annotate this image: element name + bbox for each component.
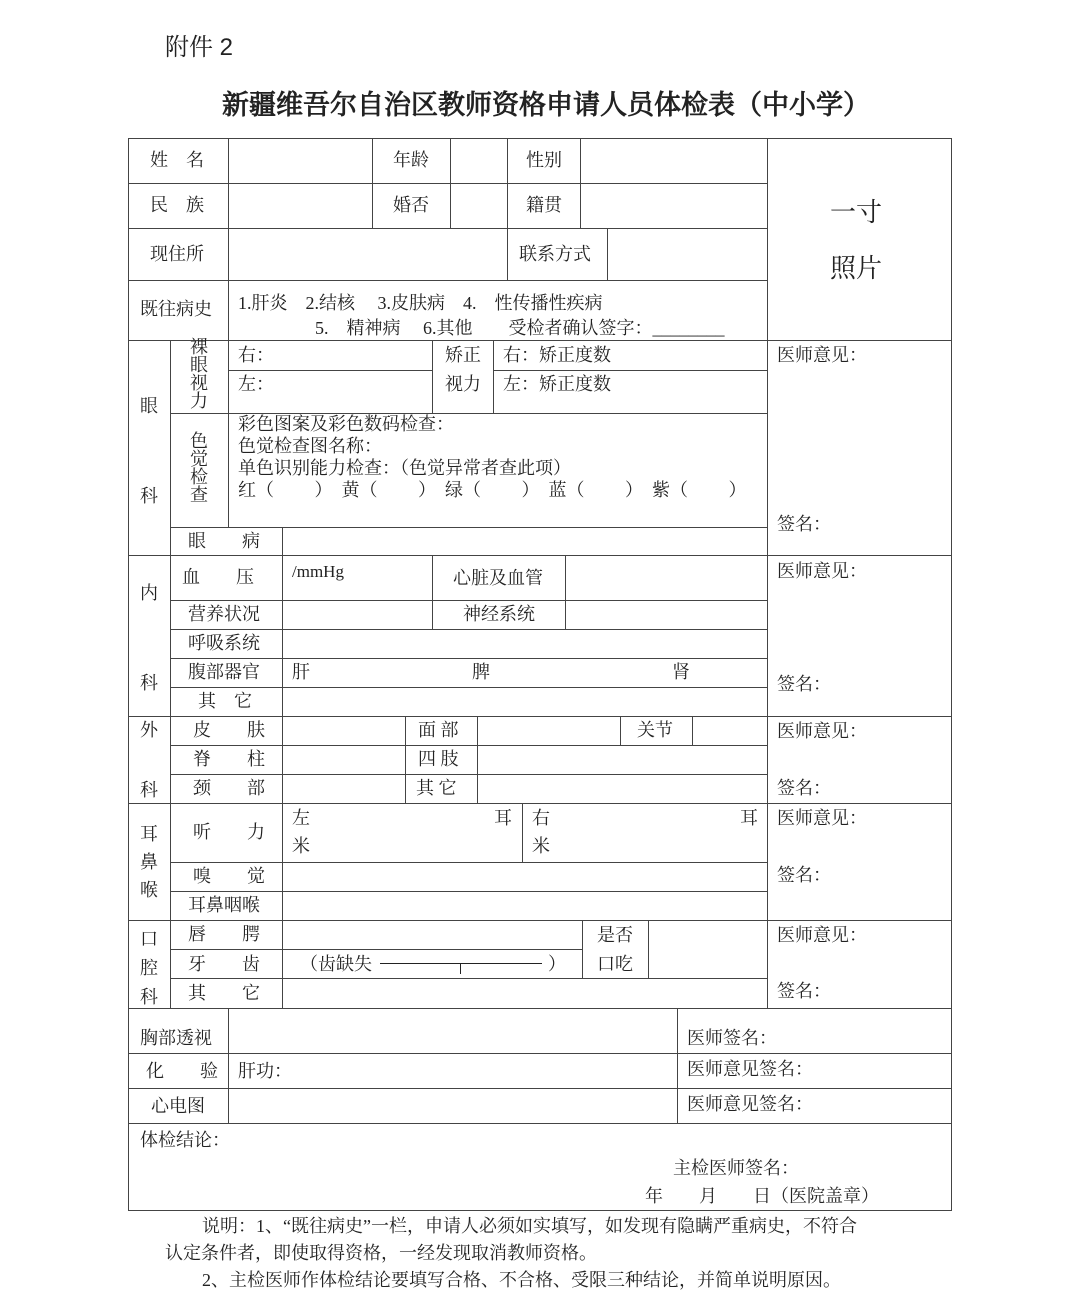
internal-doctor-opinion: 医师意见： [777,561,867,581]
label-internal-other: 其 它 [198,691,252,711]
note-2: 2、主检医师作体检结论要填写合格、不合格、受限三种结论，并简单说明原因。 [202,1270,841,1290]
photo-placeholder-line2: 照片 [830,254,883,283]
note-1b: 认定条件者，即使取得资格，一经发现取消教师资格。 [165,1243,597,1263]
grid-line-v [282,527,283,1009]
label-lab: 化 验 [146,1061,218,1081]
label-liver-function: 肝功： [238,1061,292,1081]
grid-line-v [677,1008,678,1124]
label-history: 既往病史 [140,299,212,319]
grid-line-v [228,1008,229,1124]
char: 科 [140,780,158,800]
naked-left: 左： [238,374,274,394]
grid-line-h [170,629,768,630]
label-name: 姓 名 [150,150,204,170]
hearing-right-ear: 耳 [740,808,758,828]
teeth-missing-close: ） [548,954,566,974]
hearing-left-ear: 耳 [494,808,512,828]
char: 眼 [140,396,158,416]
grid-line-v [767,138,768,1009]
label-contact: 联系方式 [519,244,591,264]
label-stutter-1: 是否 [597,925,633,945]
label-chest: 胸部透视 [140,1028,212,1048]
label-teeth: 牙 齿 [188,954,260,974]
grid-line-h [128,138,952,139]
ecg-doctor-sign: 医师意见签名： [687,1094,813,1114]
grid-line-h [170,658,768,659]
attachment-label: 附件 2 [165,34,234,61]
label-resp: 呼吸系统 [188,633,260,653]
char: 视 [190,373,208,393]
label-hearing: 听 力 [193,822,265,842]
note-1a: 说明：1、“既往病史”一栏，申请人必须如实填写，如发现有隐瞒严重病史，不符合 [202,1216,857,1236]
grid-line-h [128,1210,952,1211]
label-corrected-1: 矫正 [445,345,481,365]
surgery-doctor-opinion: 医师意见： [777,721,867,741]
char: 内 [140,583,158,603]
grid-line-v [405,716,406,804]
grid-line-v [607,228,608,281]
grid-line-h [128,920,952,921]
page-title: 新疆维吾尔自治区教师资格申请人员体检表（中小学） [222,90,870,120]
hearing-left: 左 [292,808,310,828]
grid-line-h [128,803,952,804]
grid-line-v [128,138,129,1211]
char: 科 [140,486,158,506]
label-ethnicity: 民 族 [150,195,204,215]
grid-line-h [493,370,768,371]
char: 觉 [190,449,208,469]
label-gender: 性别 [526,150,562,170]
label-abdomen: 腹部器官 [188,662,260,682]
hearing-right: 右 [532,808,550,828]
bp-unit: /mmHg [292,562,344,581]
label-smell: 嗅 觉 [193,866,265,886]
surgery-doctor-sign: 签名： [777,778,831,798]
char: 力 [190,391,208,411]
grid-line-v [432,555,433,630]
lab-doctor-sign: 医师意见签名： [687,1059,813,1079]
char: 查 [190,485,208,505]
grid-line-v [692,716,693,746]
char: 口 [140,929,158,949]
dept-oral [140,925,158,1012]
label-limbs: 四 肢 [418,749,459,769]
label-oral-other: 其 它 [188,983,260,1003]
char: 科 [140,987,158,1007]
label-nutrition: 营养状况 [188,604,260,624]
label-origin: 籍贯 [526,195,562,215]
history-options-1: 1.肝炎 2.结核 3.皮肤病 4. 性传播性疾病 [238,293,603,313]
grid-line-v [432,340,433,414]
label-bp: 血 压 [182,567,254,587]
label-color-vision [190,432,208,504]
grid-line-v [372,138,373,229]
grid-line-h [170,745,768,746]
color-line-1: 彩色图案及彩色数码检查： [238,414,454,434]
hearing-left-meter: 米 [292,836,310,856]
char: 腔 [140,958,158,978]
char: 色 [190,431,208,451]
label-skin: 皮 肤 [193,720,265,740]
grid-line-h [128,228,768,229]
grid-line-h [170,774,768,775]
tooth-chart-tick [460,963,461,974]
grid-line-v [522,803,523,863]
label-address: 现住所 [150,244,204,264]
color-line-4: 红（ ） 黄（ ） 绿（ ） 蓝（ ） 紫（ ） [238,480,747,500]
dept-eye [140,396,158,506]
label-liver: 肝 [292,662,310,682]
grid-line-h [170,862,768,863]
label-lip: 唇 腭 [188,924,260,944]
dept-surgery [140,720,158,800]
grid-line-v [565,555,566,630]
grid-line-v [620,716,621,746]
grid-line-h [128,1053,952,1054]
char: 喉 [140,880,158,900]
corrected-left: 左：矫正度数 [503,374,611,394]
label-age: 年龄 [393,150,429,170]
grid-line-v [580,138,581,229]
teeth-missing: （齿缺失 [300,954,372,974]
label-face: 面 部 [418,720,459,740]
label-spine: 脊 柱 [193,749,265,769]
label-naked-vision [190,338,208,410]
grid-line-v [582,920,583,979]
grid-line-h [170,600,768,601]
label-neck: 颈 部 [193,778,265,798]
chest-doctor-sign: 医师签名： [687,1028,777,1048]
grid-line-h [128,716,952,717]
char: 耳 [140,824,158,844]
photo-placeholder-line1: 一寸 [830,198,883,227]
internal-doctor-sign: 签名： [777,674,831,694]
grid-line-h [128,280,768,281]
corrected-right: 右：矫正度数 [503,345,611,365]
grid-line-v [493,340,494,414]
label-surgery-other: 其 它 [416,778,457,798]
eye-doctor-opinion: 医师意见： [777,345,867,365]
dept-internal [140,583,158,693]
label-conclusion: 体检结论： [140,1130,230,1150]
grid-line-h [128,1008,952,1009]
chief-doctor-sign: 主检医师签名： [673,1158,799,1178]
grid-line-h [228,370,433,371]
dept-ent [140,820,158,904]
eye-doctor-sign: 签名： [777,514,831,534]
grid-line-v [450,138,451,229]
grid-line-h [170,891,768,892]
label-nerve: 神经系统 [463,604,535,624]
grid-line-h [170,687,768,688]
oral-doctor-opinion: 医师意见： [777,925,867,945]
char: 裸 [190,337,208,357]
char: 鼻 [140,852,158,872]
color-line-3: 单色识别能力检查：（色觉异常者查此项） [238,458,571,478]
date-stamp: 年 月 日（医院盖章） [645,1186,879,1206]
char: 科 [140,673,158,693]
char: 眼 [190,355,208,375]
grid-line-v [170,340,171,1009]
grid-line-v [951,138,952,1211]
color-line-2: 色觉检查图名称： [238,436,382,456]
tooth-chart-line [380,963,542,964]
label-kidney: 肾 [672,662,690,682]
ent-doctor-sign: 签名： [777,865,831,885]
char: 检 [190,467,208,487]
grid-line-h [170,527,768,528]
grid-line-h [128,340,952,341]
grid-line-h [128,1123,952,1124]
grid-line-h [128,1088,952,1089]
grid-line-h [128,183,768,184]
grid-line-v [648,920,649,979]
history-options-2: 5. 精神病 6.其他 受检者确认签字：________ [315,318,725,338]
naked-right: 右： [238,345,274,365]
grid-line-h [170,949,583,950]
label-married: 婚否 [393,195,429,215]
grid-line-h [170,978,768,979]
oral-doctor-sign: 签名： [777,981,831,1001]
label-corrected-2: 视力 [445,374,481,394]
grid-line-v [507,138,508,281]
label-throat: 耳鼻咽喉 [188,895,260,915]
hearing-right-meter: 米 [532,836,550,856]
label-ecg: 心电图 [151,1096,205,1116]
char: 外 [140,720,158,740]
label-heart: 心脏及血管 [453,568,543,588]
label-stutter-2: 口吃 [597,954,633,974]
label-eye-disease: 眼 病 [188,531,260,551]
ent-doctor-opinion: 医师意见： [777,808,867,828]
label-spleen: 脾 [472,662,490,682]
grid-line-v [228,138,229,528]
grid-line-h [128,555,952,556]
grid-line-v [477,716,478,804]
label-joint: 关节 [637,720,673,740]
